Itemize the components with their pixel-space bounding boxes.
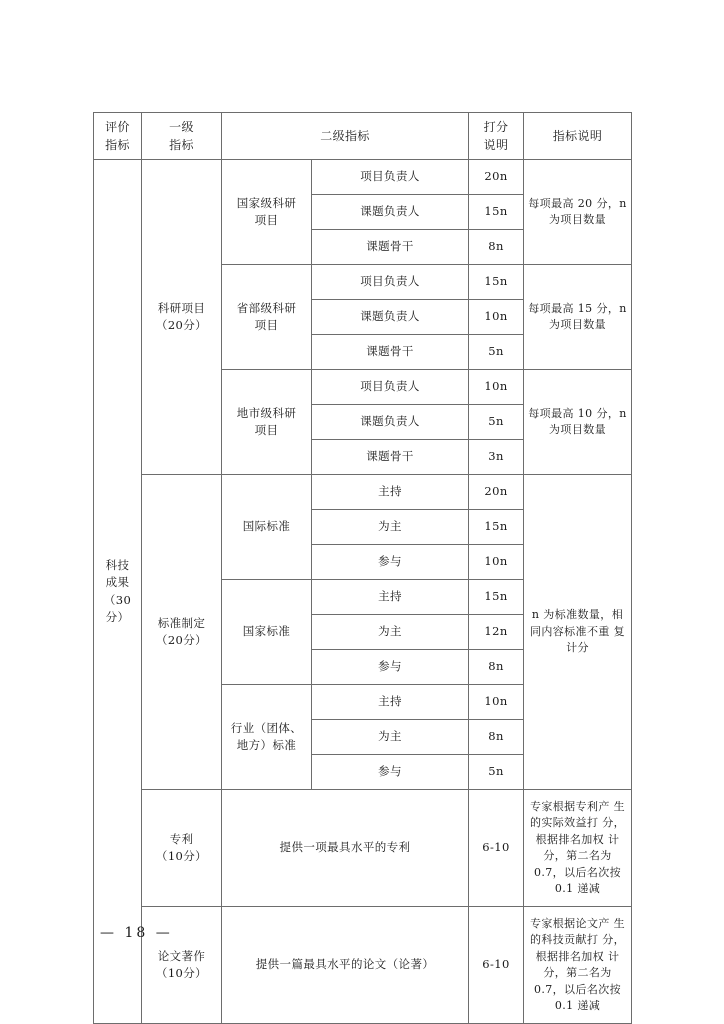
score-value: 8n (469, 650, 524, 685)
description-line1: 专家根据论文产 (529, 916, 610, 930)
description-line1: n 为标准数量，相 (531, 608, 624, 622)
role-label: 项目负责人 (312, 370, 469, 405)
score-value: 10n (469, 545, 524, 580)
header-level1-indicator (142, 113, 222, 160)
level2-cell-municipal-project (222, 370, 312, 475)
description-line6: 0.1 递减 (554, 999, 601, 1012)
role-label: 课题骨干 (312, 335, 469, 370)
role-label: 为主 (312, 615, 469, 650)
level1-label-line1: 科研项目 (157, 300, 206, 315)
level1-label-line2: （10分） (155, 966, 208, 980)
score-value: 15n (469, 580, 524, 615)
description-line1: 每项最高 15 分，n (528, 301, 627, 315)
table-row (94, 475, 632, 510)
patent-content: 提供一项最具水平的专利 (222, 790, 469, 907)
description-line3: 复计分 (566, 624, 626, 655)
role-label: 主持 (312, 580, 469, 615)
score-value: 10n (469, 300, 524, 335)
level1-cell-standard-setting (142, 475, 222, 790)
level2-label-line2: 项目 (254, 213, 279, 227)
description-line2: 为项目数量 (549, 423, 607, 436)
evaluation-criteria-table (93, 112, 632, 1024)
score-value: 6-10 (469, 907, 524, 1024)
description-line6: 0.1 递减 (554, 882, 601, 895)
eval-label-line2: 成果 (105, 575, 130, 590)
header-scoring-note (469, 113, 524, 160)
level2-cell-national-standard (222, 580, 312, 685)
score-value: 15n (469, 265, 524, 300)
level1-label-line1: 标准制定 (157, 615, 206, 630)
level1-cell-patent (142, 790, 222, 907)
level1-label-line2: （20分） (155, 318, 208, 332)
table-row (94, 160, 632, 195)
level2-cell-national-project (222, 160, 312, 265)
page-number: — 18 — (100, 925, 173, 941)
description-line3: 分，根据排名加权 (535, 933, 626, 963)
description-line4: 计分，第二名为 (543, 949, 620, 979)
level1-label-line2: （20分） (155, 633, 208, 647)
header-level1-indicator-line2: 指标 (169, 138, 194, 152)
description-cell (524, 907, 632, 1024)
header-indicator-description: 指标说明 (524, 113, 632, 160)
header-level1-indicator-line1: 一级 (169, 120, 194, 134)
role-label: 参与 (312, 650, 469, 685)
role-label: 课题骨干 (312, 440, 469, 475)
role-label: 主持 (312, 475, 469, 510)
paper-content: 提供一篇最具水平的论文（论著） (222, 907, 469, 1024)
description-line2: 为项目数量 (549, 318, 607, 331)
level2-label-line1: 行业（团体、 (230, 720, 303, 735)
score-value: 5n (469, 755, 524, 790)
score-value: 12n (469, 615, 524, 650)
role-label: 为主 (312, 510, 469, 545)
level1-label-line1: 专利 (169, 831, 194, 846)
role-label: 参与 (312, 545, 469, 580)
level2-label-line2: 地方）标准 (236, 738, 297, 752)
role-label: 项目负责人 (312, 265, 469, 300)
description-cell (524, 370, 632, 475)
score-value: 10n (469, 370, 524, 405)
description-cell (524, 475, 632, 790)
level2-cell-international-standard (222, 475, 312, 580)
description-line1: 专家根据专利产 (529, 799, 610, 813)
score-value: 8n (469, 720, 524, 755)
level2-label-line1: 省部级科研 (236, 300, 297, 315)
level1-cell-research-projects (142, 160, 222, 475)
eval-label-line1: 科技 (105, 558, 130, 572)
level2-label-line1: 国家级科研 (236, 195, 297, 210)
header-scoring-note-line2: 说明 (483, 138, 509, 152)
description-cell (524, 265, 632, 370)
score-value: 6-10 (469, 790, 524, 907)
level2-label-line1: 地市级科研 (236, 405, 297, 420)
description-line2: 为项目数量 (549, 213, 607, 226)
table-body (94, 160, 632, 1024)
level2-label-line2: 项目 (254, 423, 279, 437)
description-cell (524, 160, 632, 265)
level2-cell-provincial-project (222, 265, 312, 370)
score-value: 5n (469, 405, 524, 440)
score-value: 20n (469, 160, 524, 195)
table-header (94, 113, 632, 160)
eval-indicator-cell (94, 160, 142, 1024)
description-cell (524, 790, 632, 907)
description-line1: 每项最高 20 分，n (528, 196, 627, 210)
level1-label-line1: 论文著作 (157, 948, 206, 963)
score-value: 10n (469, 685, 524, 720)
score-value: 15n (469, 195, 524, 230)
eval-label-line4: 分） (105, 609, 130, 624)
score-value: 20n (469, 475, 524, 510)
header-eval-indicator (94, 113, 142, 160)
level2-cell-industry-standard (222, 685, 312, 790)
level1-label-line2: （10分） (155, 849, 208, 863)
level2-label-line1: 国际标准 (242, 519, 291, 534)
level2-label-line2: 项目 (254, 318, 279, 332)
role-label: 课题负责人 (312, 300, 469, 335)
role-label: 课题负责人 (312, 195, 469, 230)
table-row (94, 907, 632, 1024)
eval-label-line3: （30 (103, 592, 132, 607)
header-row (94, 113, 632, 160)
score-value: 8n (469, 230, 524, 265)
description-line1: 每项最高 10 分，n (528, 406, 627, 420)
description-line4: 计分，第二名为 (543, 832, 620, 862)
description-line5: 0.7，以后名次按 (533, 982, 622, 996)
score-value: 5n (469, 335, 524, 370)
role-label: 为主 (312, 720, 469, 755)
header-level2-indicator: 二级指标 (222, 113, 469, 160)
role-label: 主持 (312, 685, 469, 720)
description-line3: 分，根据排名加权 (535, 816, 626, 846)
table-row (94, 790, 632, 907)
description-line2: 同内容标准不重 (529, 624, 610, 638)
description-line5: 0.7，以后名次按 (533, 865, 622, 879)
score-value: 15n (469, 510, 524, 545)
header-eval-indicator-line2: 指标 (105, 138, 130, 152)
role-label: 参与 (312, 755, 469, 790)
role-label: 课题负责人 (312, 405, 469, 440)
role-label: 项目负责人 (312, 160, 469, 195)
description-line2: 生的实际效益打 (529, 799, 626, 829)
description-line2: 生的科技贡献打 (529, 916, 626, 946)
score-value: 3n (469, 440, 524, 475)
role-label: 课题骨干 (312, 230, 469, 265)
header-scoring-note-line1: 打分 (483, 120, 509, 134)
level2-label-line1: 国家标准 (242, 624, 291, 639)
header-eval-indicator-line1: 评价 (105, 120, 130, 134)
